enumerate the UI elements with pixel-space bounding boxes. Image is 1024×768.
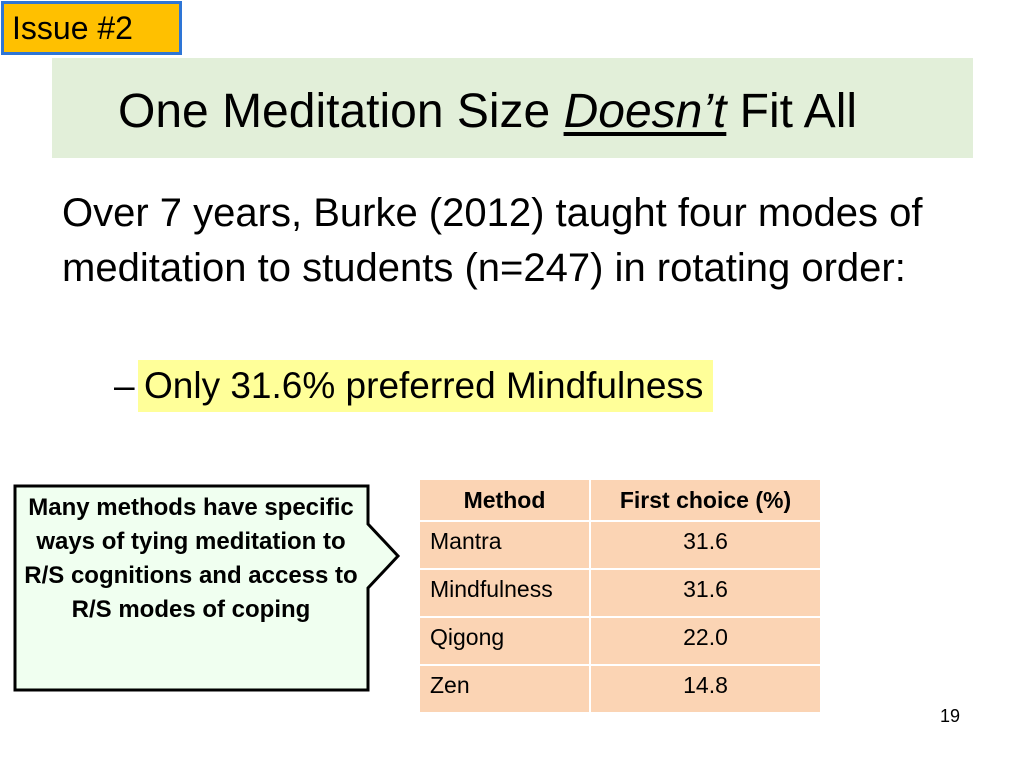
title-emphasis: Doesn’t — [563, 85, 727, 138]
value-cell: 31.6 — [590, 521, 821, 569]
title-pre: One Meditation Size — [118, 85, 564, 138]
page-number: 19 — [940, 706, 961, 726]
table-row — [419, 569, 821, 617]
bullet-text: Only 31.6% preferred Mindfulness — [138, 360, 713, 412]
bullet-dash: – — [114, 365, 135, 406]
header-method: Method — [419, 479, 590, 521]
table-row — [419, 665, 821, 713]
table-header-row — [419, 479, 821, 521]
table-row — [419, 617, 821, 665]
title-post: Fit All — [726, 85, 858, 138]
method-table — [418, 478, 822, 714]
method-cell: Mindfulness — [419, 569, 590, 617]
method-cell: Qigong — [419, 617, 590, 665]
table-row — [419, 521, 821, 569]
callout-text: Many methods have specific ways of tying meditation to R/S cognitions and access to R/S modes of coping — [24, 494, 358, 623]
body-text: Over 7 years, Burke (2012) taught four modes of meditation to students (n=247) in rotating order: — [62, 191, 923, 290]
header-first-choice: First choice (%) — [590, 479, 821, 521]
slide-title — [118, 84, 857, 140]
method-cell: Zen — [419, 665, 590, 713]
method-cell: Mantra — [419, 521, 590, 569]
value-cell: 22.0 — [590, 617, 821, 665]
value-cell: 14.8 — [590, 665, 821, 713]
issue-tag: Issue #2 — [1, 1, 182, 55]
value-cell: 31.6 — [590, 569, 821, 617]
bullet-point — [114, 360, 713, 412]
